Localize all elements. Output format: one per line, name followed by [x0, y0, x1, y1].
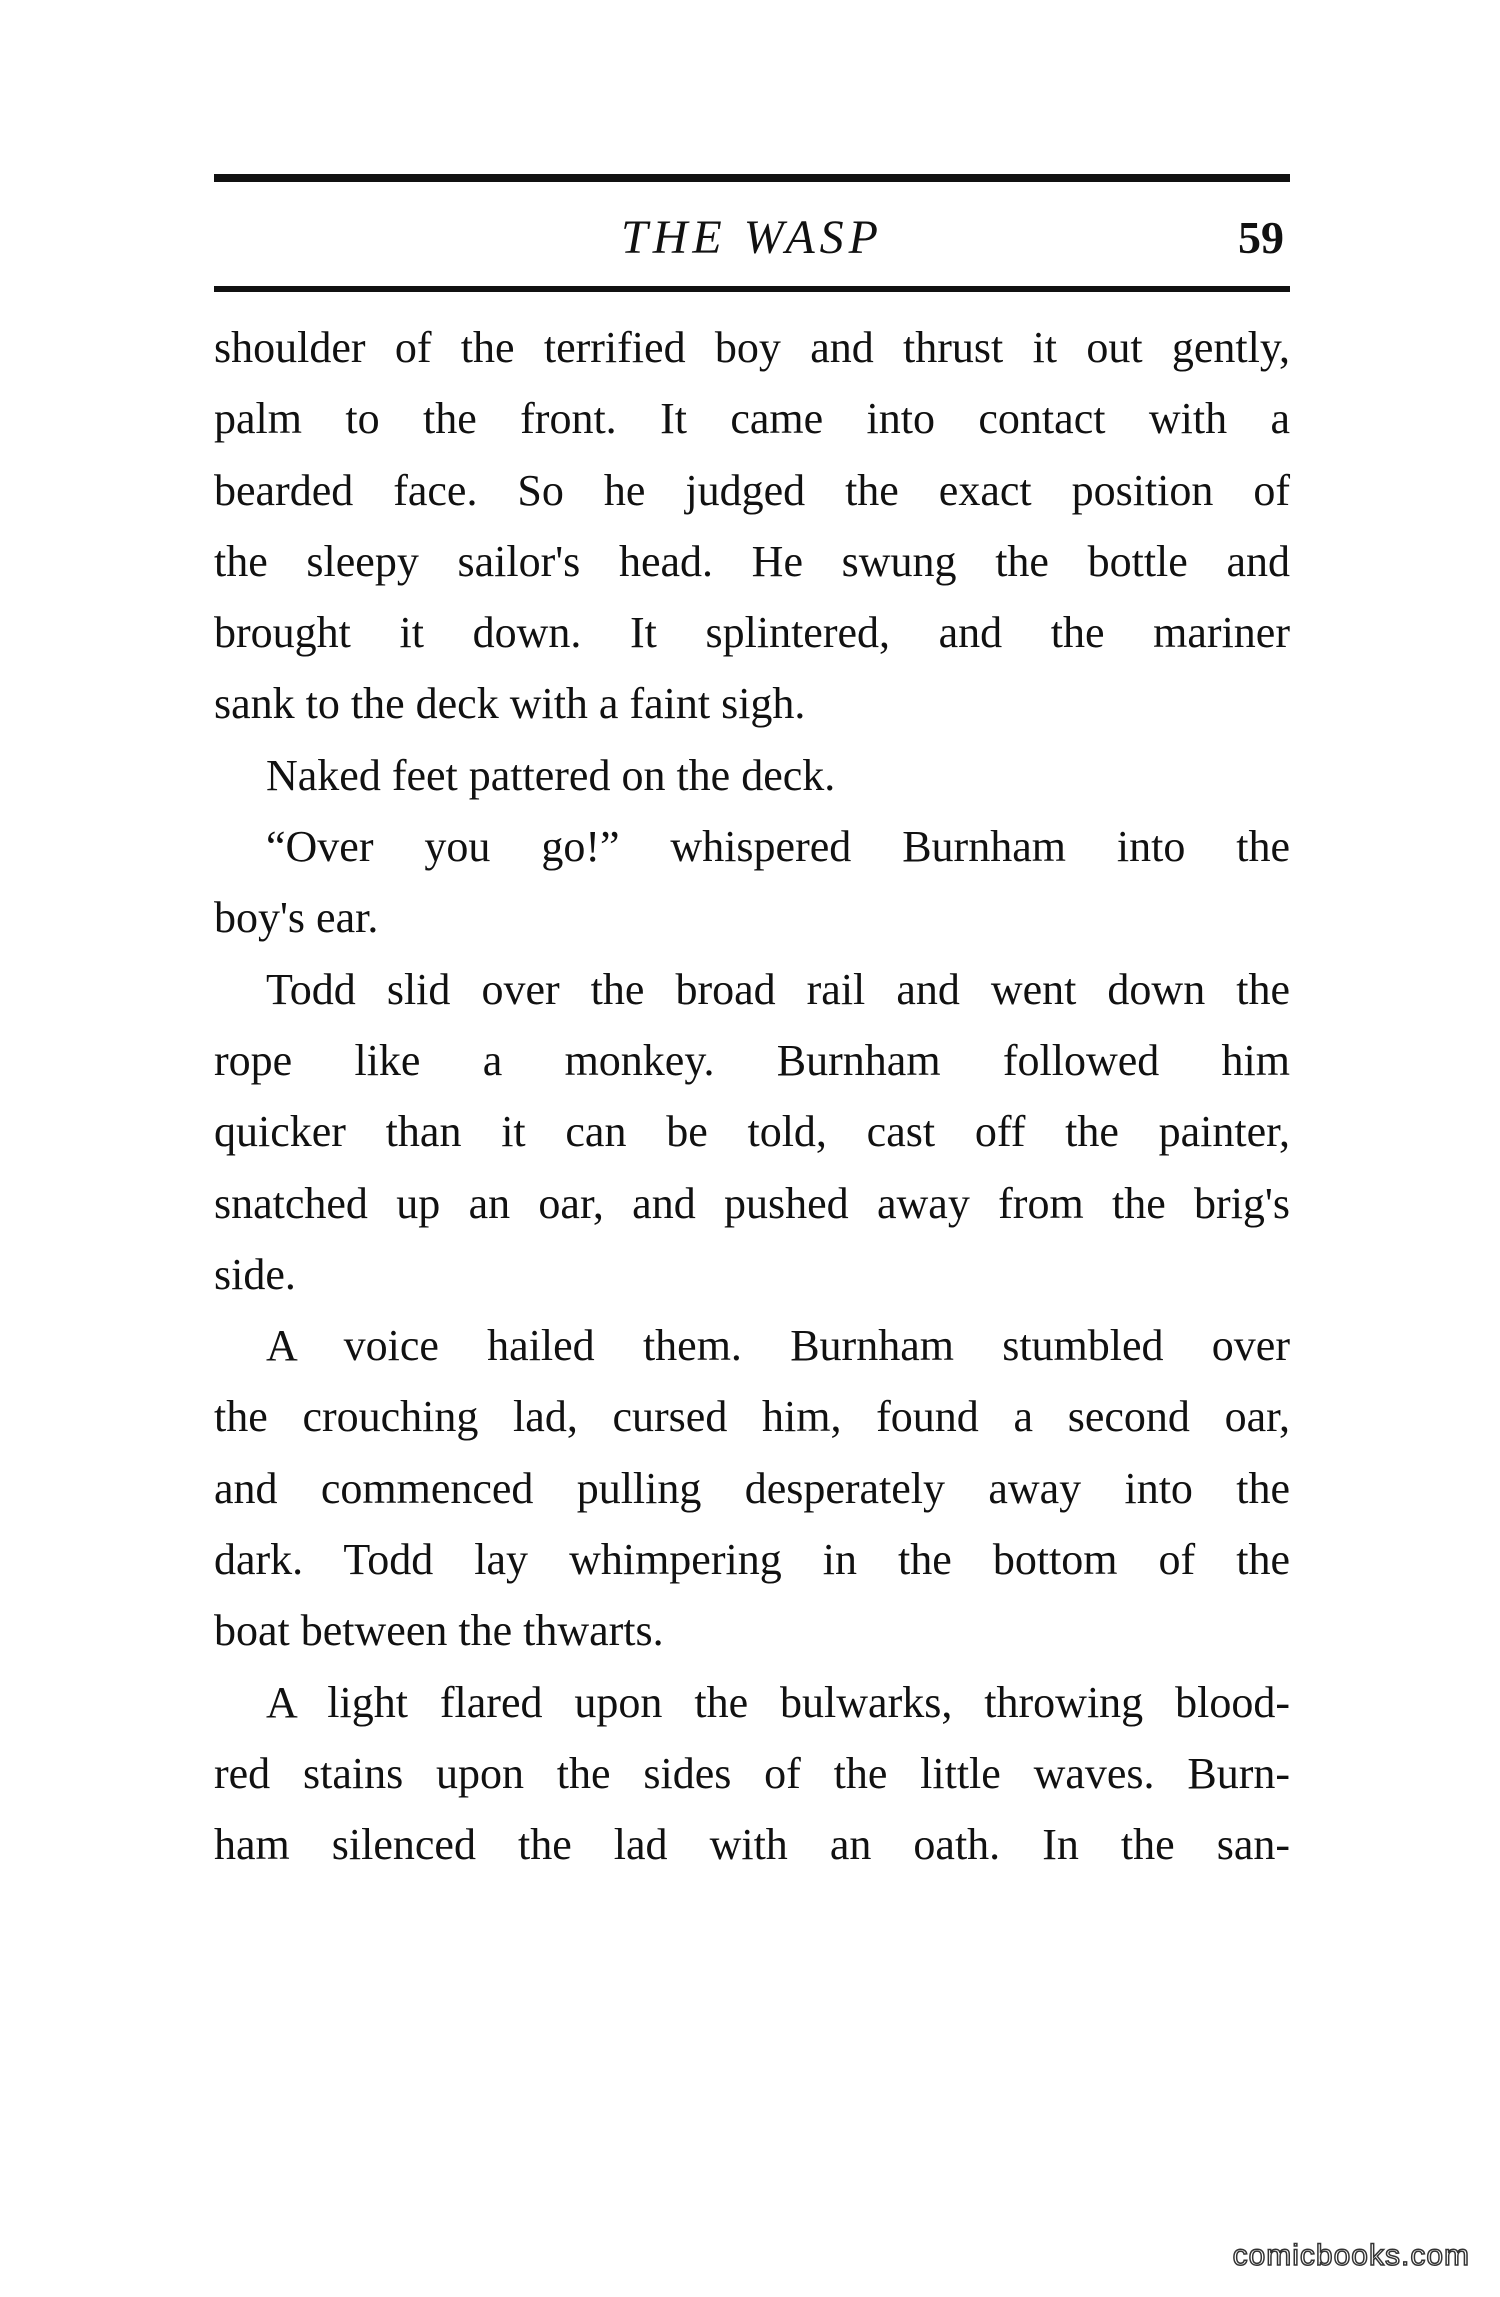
body-text: [214, 312, 1290, 1881]
running-head: [214, 198, 1290, 278]
text-line: brought it down. It splintered, and the mariner: [214, 608, 1290, 658]
text-line: the crouching lad, cursed him, found a second oar,: [214, 1392, 1290, 1442]
text-line: A voice hailed them. Burnham stumbled over: [266, 1321, 1290, 1371]
text-line: ham silenced the lad with an oath. In the san-: [214, 1820, 1290, 1870]
text-line: Naked feet pattered on the deck.: [266, 750, 836, 800]
running-title: THE WASP: [621, 211, 883, 264]
text-line: red stains upon the sides of the little waves. Burn-: [214, 1748, 1290, 1798]
text-line: palm to the front. It came into contact with a: [214, 394, 1290, 444]
header-rule-bottom: [214, 286, 1290, 292]
text-line: boat between the thwarts.: [214, 1606, 664, 1656]
text-line: “Over you go!” whispered Burnham into the: [266, 822, 1290, 872]
text-line: snatched up an oar, and pushed away from the brig's: [214, 1178, 1290, 1228]
text-line: and commenced pulling desperately away into the: [214, 1463, 1290, 1513]
text-line: side.: [214, 1249, 296, 1299]
text-line: bearded face. So he judged the exact position of: [214, 465, 1290, 515]
text-line: shoulder of the terrified boy and thrust it out gently,: [214, 323, 1290, 372]
text-line: quicker than it can be told, cast off the painter,: [214, 1107, 1290, 1157]
text-line: Todd slid over the broad rail and went down the: [266, 964, 1290, 1014]
text-line: sank to the deck with a faint sigh.: [214, 679, 806, 729]
header-rule-top: [214, 174, 1290, 182]
page-number: 59: [1238, 212, 1284, 263]
watermark: comicbooks.com: [1232, 2239, 1470, 2272]
text-line: boy's ear.: [214, 893, 379, 943]
text-line: A light flared upon the bulwarks, throwing blood-: [266, 1677, 1290, 1727]
text-line: the sleepy sailor's head. He swung the bottle and: [214, 536, 1290, 586]
text-line: dark. Todd lay whimpering in the bottom of the: [214, 1535, 1290, 1585]
text-line: rope like a monkey. Burnham followed him: [214, 1035, 1290, 1085]
